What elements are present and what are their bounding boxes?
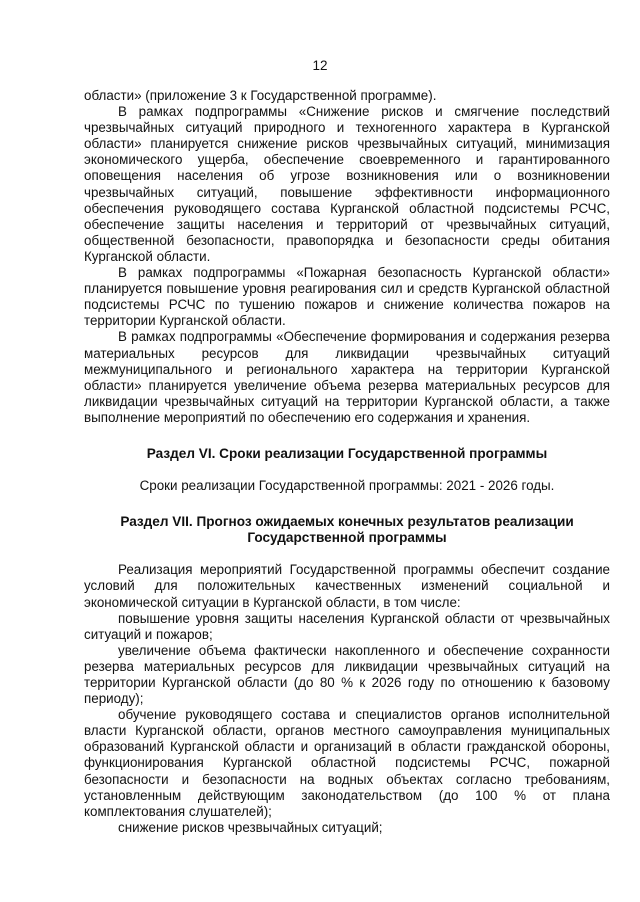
paragraph-results-intro: Реализация мероприятий Государственной программы обеспечит создание условий для положительных качественных изменений социальной и экономической ситуации в Курганской области, в том числе:: [84, 562, 610, 610]
section-6-text: Сроки реализации Государственной программы: 2021 - 2026 годы.: [139, 478, 555, 494]
section-7-heading-line-2: Государственной программы: [247, 530, 447, 546]
list-item-training: обучение руководящего состава и специалистов органов исполнительной власти Курганской области, органов местного самоуправления муниципальных образований Курганской области и организаций в области гражданской обороны, функционирования Курганской областной подсистемы РСЧС, пожарной безопасности и безопасности на водных объектах согласно требованиям, установленным действующим законодательством (до 100 % от плана комплектования слушателей);: [84, 707, 610, 819]
list-item-protection: повышение уровня защиты населения Курганской области от чрезвычайных ситуаций и пожаров;: [84, 610, 610, 642]
document-body: [84, 88, 610, 836]
paragraph-subprogram-reserve: В рамках подпрограммы «Обеспечение формирования и содержания резерва материальных ресурсов для ликвидации чрезвычайных ситуаций межмуниципального и регионального характера на территории Курганской области» планируется увеличение объема резерва материальных ресурсов для ликвидации чрезвычайных ситуаций на территории Курганской области, а также выполнение мероприятий по обеспечению его содержания и хранения.: [84, 329, 610, 425]
section-6-heading: Раздел VI. Сроки реализации Государственной программы: [146, 445, 548, 461]
list-item-risk-reduction: снижение рисков чрезвычайных ситуаций;: [118, 819, 383, 835]
page-number: 12: [312, 58, 328, 73]
paragraph-continuation: области» (приложение 3 к Государственной программе).: [84, 88, 437, 103]
list-item-reserve: увеличение объема фактически накопленного и обеспечение сохранности резерва материальных ресурсов для ликвидации чрезвычайных ситуаций на территории Курганской области (до 80 % к 2026 году по отношению к базовому периоду);: [84, 642, 610, 707]
spacer: [84, 462, 610, 478]
section-7-heading-line-1: Раздел VII. Прогноз ожидаемых конечных результатов реализации: [120, 514, 574, 530]
spacer: [84, 494, 610, 514]
paragraph-subprogram-fire: В рамках подпрограммы «Пожарная безопасность Курганской области» планируется повышение уровня реагирования сил и средств Курганской областной подсистемы РСЧС по тушению пожаров и снижение количества пожаров на территории Курганской области.: [84, 265, 610, 329]
paragraph-subprogram-risks: В рамках подпрограммы «Снижение рисков и смягчение последствий чрезвычайных ситуаций природного и техногенного характера в Курганской области» планируется снижение рисков чрезвычайных ситуаций, минимизация экономического ущерба, обеспечение своевременного и гарантированного оповещения населения об угрозе возникновения или о возникновении чрезвычайных ситуаций, повышение эффективности информационного обеспечения руководящего состава Курганской областной подсистемы РСЧС, обеспечение защиты населения и территорий от чрезвычайных ситуаций, общественной безопасности, правопорядка и безопасности среды обитания Курганской области.: [84, 104, 610, 264]
spacer: [84, 426, 610, 446]
spacer: [84, 546, 610, 562]
